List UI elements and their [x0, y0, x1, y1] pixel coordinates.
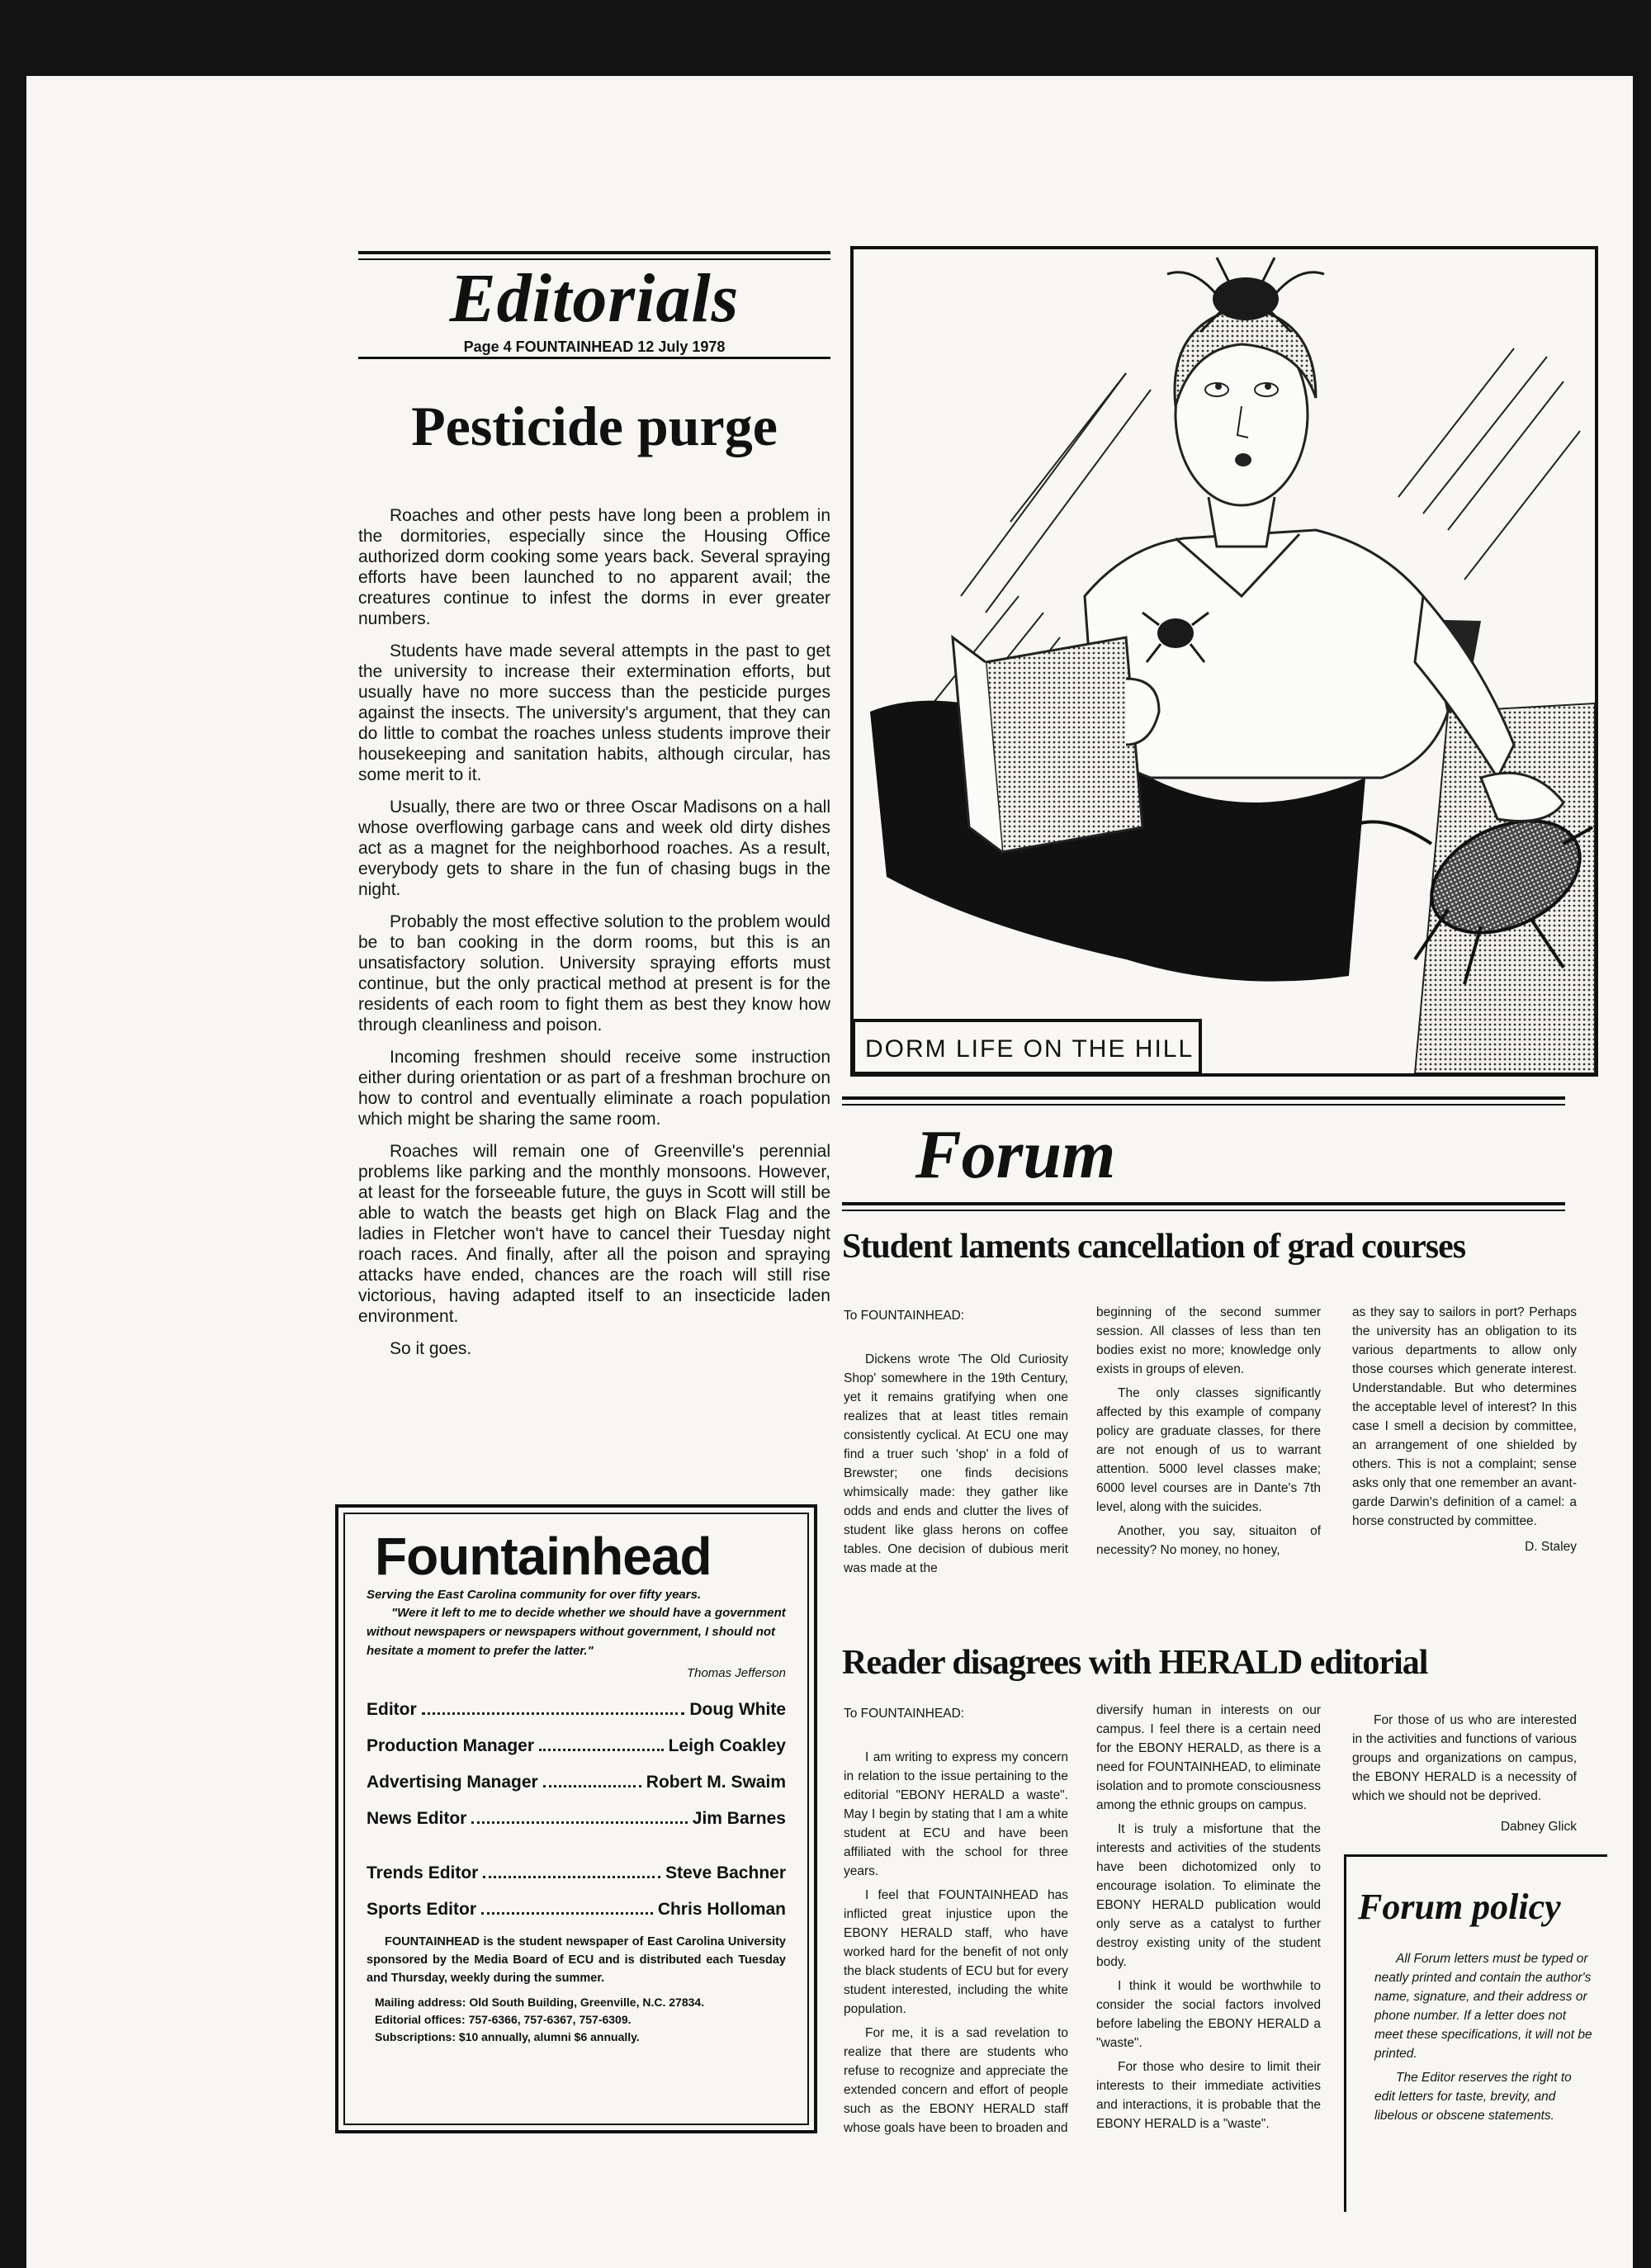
masthead-offices: Editorial offices: 757-6366, 757-6367, 757-6309. — [375, 2013, 632, 2026]
staff-row — [367, 1736, 786, 1756]
letter-paragraph: diversify human in interests on our campus. I feel there is a certain need for the EBONY HERALD, as there is a need for FOUNTAINHEAD, to eliminate isolation and to promote consciousness among the ethnic groups on campus. — [1096, 1703, 1321, 1812]
letter2-headline: Reader disagrees with HERALD editorial — [842, 1644, 1428, 1682]
leader-dots — [483, 1876, 660, 1878]
staff-row — [367, 1900, 786, 1920]
masthead-box — [335, 1504, 817, 2133]
staff-name: Steve Bachner — [665, 1863, 786, 1882]
letter1-col2 — [1096, 1303, 1321, 1565]
masthead-inner — [343, 1513, 809, 2125]
header-top-rule — [358, 251, 830, 260]
staff-role: Editor — [367, 1700, 417, 1719]
leader-dots — [481, 1912, 653, 1915]
staff-name: Leigh Coakley — [668, 1736, 786, 1755]
letter-paragraph: I feel that FOUNTAINHEAD has inflicted great injustice upon the EBONY HERALD staff, who have worked hard for the benefit of not only the black students of ECU but for every student interested, including the white population. — [844, 1888, 1068, 2016]
letter2-col2 — [1096, 1701, 1321, 2138]
leader-dots — [422, 1712, 685, 1715]
masthead-mailing: Mailing address: Old South Building, Greenville, N.C. 27834. — [375, 1996, 705, 2009]
staff-role: Trends Editor — [367, 1863, 479, 1882]
letter-paragraph: For me, it is a sad revelation to realize that there are students who refuse to recognize and appreciate the extended concern and effort of people such as the EBONY HERALD staff whose goals have been to broaden and — [844, 2026, 1068, 2135]
forum-title: Forum — [915, 1116, 1116, 1193]
letter-paragraph: Dickens wrote 'The Old Curiosity Shop' somewhere in the 19th Century, yet it remains gratifying when one realizes that at least titles remain consistently cyclical. At ECU one may find a truer such 'shop' in a fold of Brewster; one finds decisions whimsically made: they gather like odds and ends and clutter the lives of student like glass herons on coffee tables. One decision of dubious merit was made at the — [844, 1352, 1068, 1575]
cartoon-signature: Stamm — [899, 821, 936, 875]
staff-name: Chris Holloman — [657, 1900, 786, 1919]
header-bottom-rule — [358, 357, 830, 359]
masthead-about: FOUNTAINHEAD is the student newspaper of East Carolina University sponsored by the Media Board of ECU and is distributed each Tuesday and Thursday, weekly during the summer. — [367, 1935, 786, 1985]
letter-paragraph: beginning of the second summer session. All classes of less than ten bodies exist no more; knowledge only exists in groups of eleven. — [1096, 1305, 1321, 1376]
masthead-tagline: Serving the East Carolina community for over fifty years. — [367, 1588, 702, 1602]
leader-dots — [543, 1785, 641, 1787]
cartoon-caption: DORM LIFE ON THE HILL — [865, 1035, 1194, 1063]
masthead-name: Fountainhead — [375, 1527, 712, 1586]
forum-bottom-rule — [842, 1202, 1565, 1211]
letter1-salutation: To FOUNTAINHEAD: — [844, 1309, 965, 1323]
staff-row — [367, 1863, 786, 1883]
letter2-col1 — [844, 1704, 1068, 2143]
staff-row — [367, 1809, 786, 1829]
staff-name: Robert M. Swaim — [646, 1773, 786, 1792]
editorial-paragraph: Roaches will remain one of Greenville's perennial problems like parking and the monthly monsoons. However, at least for the forseeable future, the guys in Scott will still be able to watch the beasts get high on Black Flag and the ladies in Fletcher won't have to cancel their Tuesday night roach races. And finally, after all the poison and spraying attacks have ended, chances are the roach will still rise victorious, having adapted itself to an insecticide laden environment. — [358, 1142, 830, 1326]
staff-role: Sports Editor — [367, 1900, 477, 1919]
editorial-body — [358, 505, 830, 1371]
letter2-signature: Dabney Glick — [1500, 1820, 1577, 1834]
letter-paragraph: For those who desire to limit their interests to their immediate activities and interactions, it is probable that the EBONY HERALD is a "waste". — [1096, 2060, 1321, 2131]
forum-policy-body — [1374, 1949, 1596, 2130]
editorial-headline: Pesticide purge — [411, 395, 778, 457]
letter-paragraph: as they say to sailors in port? Perhaps the university has an obligation to its various departments to allow only those courses which generate interest. Understandable. But who determines the acceptable level of interest? In this case I smell a decision by committee, an arrangement of one shielded by others. This is not a complaint; sense asks only that one remember an avant-garde Darwin's definition of a camel: a horse constructed by committee. — [1352, 1305, 1577, 1528]
editorial-paragraph: Incoming freshmen should receive some instruction either during orientation or as part of a freshman brochure on how to control and eventually eliminate a roach population which might be sharing the same room. — [358, 1048, 830, 1129]
letter-paragraph: I am writing to express my concern in relation to the issue pertaining to the editorial "EBONY HERALD a waste". May I begin by stating that I am a white student at ECU and have been affiliated with the school for three years. — [844, 1750, 1068, 1878]
policy-paragraph: All Forum letters must be typed or neatly printed and contain the author's name, signature, and their address or phone number. If a letter does not meet these specifications, it will not be printed. — [1374, 1952, 1592, 2061]
leader-dots — [471, 1821, 687, 1824]
staff-name: Jim Barnes — [692, 1809, 786, 1828]
forum-policy-title: Forum policy — [1358, 1887, 1561, 1927]
page-line: Page 4 FOUNTAINHEAD 12 July 1978 — [463, 339, 726, 355]
policy-paragraph: The Editor reserves the right to edit letters for taste, brevity, and libelous or obscene statements. — [1374, 2071, 1572, 2123]
editorial-paragraph: Usually, there are two or three Oscar Madisons on a hall whose overflowing garbage cans and week old dirty dishes act as a magnet for the neighborhood roaches. As a result, everybody gets to share in the fun of chasing bugs in the night. — [358, 798, 830, 899]
section-title: Editorials — [449, 260, 740, 337]
letter2-salutation: To FOUNTAINHEAD: — [844, 1707, 965, 1721]
staff-name: Doug White — [689, 1700, 786, 1719]
editorial-paragraph: Roaches and other pests have long been a problem in the dormitories, especially since the Housing Office authorized dorm cooking some years back. Several spraying efforts have been launched to no apparent avail; the creatures continue to infest the dorms in ever greater numbers. — [358, 506, 830, 628]
staff-role: News Editor — [367, 1809, 467, 1828]
letter1-col1 — [844, 1306, 1068, 1583]
letter1-signature: D. Staley — [1525, 1540, 1577, 1554]
masthead-quote: "Were it left to me to decide whether we should have a government without newspapers or newspapers without government, I should not hesitate a moment to prefer the latter." — [367, 1606, 786, 1658]
staff-row — [367, 1700, 786, 1720]
masthead-subscriptions: Subscriptions: $10 annually, alumni $6 annually. — [375, 2030, 640, 2043]
letter-paragraph: Another, you say, situaiton of necessity? No money, no honey, — [1096, 1524, 1321, 1557]
cartoon-frame — [850, 246, 1598, 1077]
leader-dots — [539, 1749, 664, 1751]
letter2-col3 — [1352, 1711, 1577, 1836]
letter-paragraph: The only classes significantly affected by this example of company policy are graduate classes, for there are not enough of us to warrant attention. 5000 level classes make; 6000 level courses are in Dante's 7th level, along with the suicides. — [1096, 1386, 1321, 1514]
letter1-col3 — [1352, 1303, 1577, 1556]
forum-top-rule — [842, 1096, 1565, 1106]
letter-paragraph: For those of us who are interested in the activities and functions of various groups and organizations on campus, the EBONY HERALD is a necessity of which we should not be deprived. — [1352, 1713, 1577, 1803]
staff-role: Advertising Manager — [367, 1773, 538, 1792]
letter-paragraph: I think it would be worthwhile to consider the social factors involved before labeling the EBONY HERALD a "waste". — [1096, 1979, 1321, 2050]
staff-role: Production Manager — [367, 1736, 535, 1755]
forum-policy-box — [1344, 1854, 1607, 2212]
masthead-quote-author: Thomas Jefferson — [686, 1666, 786, 1680]
staff-row — [367, 1773, 786, 1792]
editorial-paragraph: So it goes. — [390, 1339, 472, 1358]
letter1-headline: Student laments cancellation of grad courses — [842, 1228, 1466, 1266]
editorial-paragraph: Students have made several attempts in the past to get the university to increase their extermination efforts, but usually have no more success than the pesticide purges against the insects. The university's argument, that they can do little to combat the roaches unless students improve their housekeeping and sanitation habits, although circular, has some merit to it. — [358, 642, 830, 784]
editorial-paragraph: Probably the most effective solution to the problem would be to ban cooking in the dorm rooms, but this is an unsatisfactory solution. University spraying efforts must continue, but the only practical method at present is for the residents of each room to fight them as best they know how through cleanliness and poison. — [358, 912, 830, 1035]
cartoon-illustration — [854, 249, 1595, 1073]
newspaper-page — [26, 76, 1633, 2268]
letter-paragraph: It is truly a misfortune that the interests and activities of the students have been dichotomized only to encourage isolation. To eliminate the EBONY HERALD publication would only serve as a catalyst to further destroy existing unity of the student body. — [1096, 1822, 1321, 1969]
